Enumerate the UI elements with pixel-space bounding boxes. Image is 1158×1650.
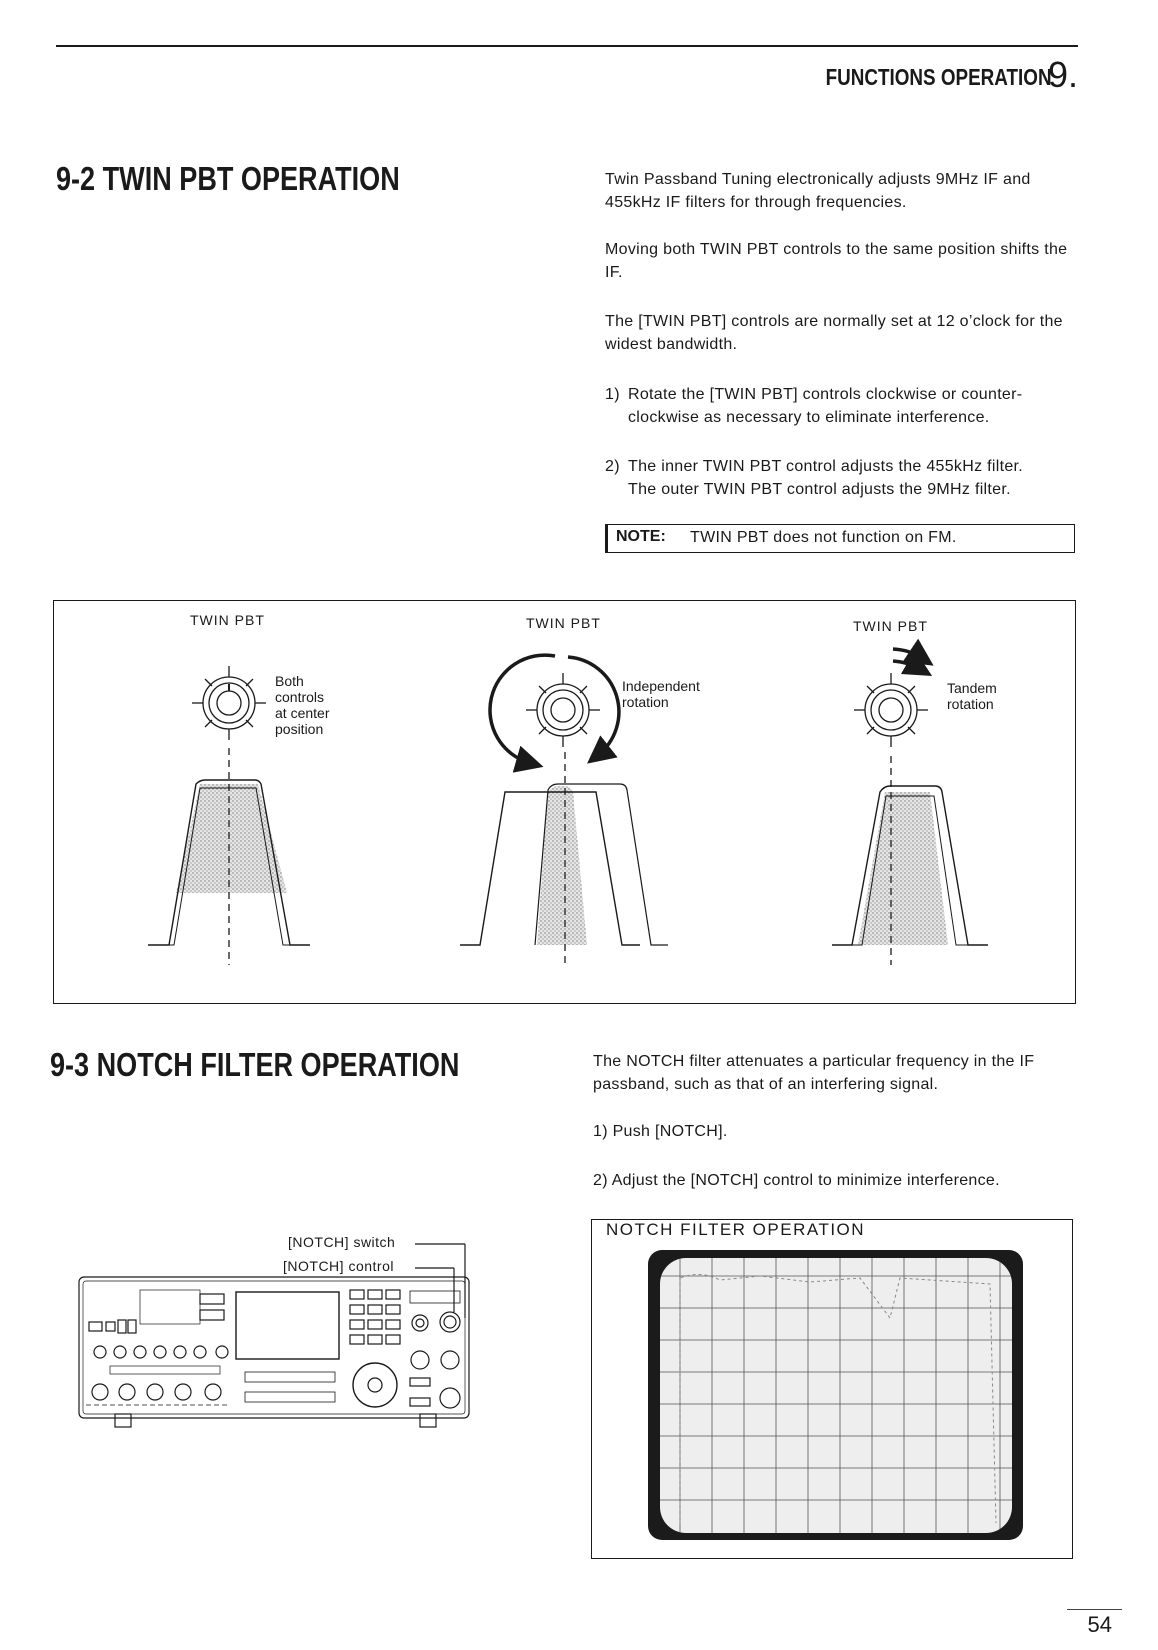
twin-pbt-heading: 9-2 TWIN PBT OPERATION [56,160,400,197]
tandem-rotation-arrows-icon [893,649,922,669]
step-2-num: 2) [605,458,620,475]
scope-screen [660,1258,1012,1533]
page-number: 54 [1087,1612,1112,1637]
filter-curve-3 [832,756,988,965]
note-label: NOTE: [616,528,666,545]
notch-step-2: 2) Adjust the [NOTCH] control to minimize interference. [593,1172,1000,1189]
panel-3-label: TWIN PBT [853,618,928,634]
notch-control-callout: [NOTCH] control [283,1258,394,1274]
step-2-line1: The inner TWIN PBT control adjusts the 455kHz filter. [628,458,1024,475]
notch-step-1: 1) Push [NOTCH]. [593,1123,728,1140]
radio-front-panel-icon [79,1244,469,1427]
twin-pbt-shift: Moving both TWIN PBT controls to the same position shifts the IF. [605,241,1068,281]
filter-curve-2 [460,752,668,965]
twin-pbt-default: The [TWIN PBT] controls are normally set at 12 o’clock for the widest bandwidth. [605,313,1063,353]
step-1-num: 1) [605,386,620,403]
panel-2-desc: Independent rotation [622,678,700,710]
scope-grid [660,1258,1012,1533]
knob-3-icon [854,673,928,747]
twin-pbt-intro: Twin Passband Tuning electronically adjusts 9MHz IF and 455kHz IF filters for through frequencies. [605,171,1031,211]
notch-scope-title: NOTCH FILTER OPERATION [606,1220,866,1239]
section-title: FUNCTIONS OPERATION [826,64,1052,90]
panel-2-label: TWIN PBT [526,615,601,631]
notch-intro: The NOTCH filter attenuates a particular frequency in the IF passband, such as that of an interfering signal. [593,1053,1035,1093]
knob-2-icon [526,673,600,747]
notch-heading: 9-3 NOTCH FILTER OPERATION [50,1046,460,1083]
note-text: TWIN PBT does not function on FM. [690,529,957,546]
step-1-line2: clockwise as necessary to eliminate interference. [628,409,990,426]
section-number: 9. [1047,54,1078,95]
knob-1-icon [192,666,266,740]
step-1-line1: Rotate the [TWIN PBT] controls clockwise or counter- [628,386,1023,403]
step-2-line2: The outer TWIN PBT control adjusts the 9MHz filter. [628,481,1011,498]
filter-curve-1 [148,748,310,965]
panel-1-label: TWIN PBT [190,612,265,628]
independent-rotation-arrows-icon [490,655,619,763]
notch-switch-callout: [NOTCH] switch [288,1234,396,1250]
page-number-rule [1067,1609,1122,1610]
panel-1-desc: Both controls at center position [275,673,330,737]
panel-3-desc: Tandem rotation [947,680,997,712]
